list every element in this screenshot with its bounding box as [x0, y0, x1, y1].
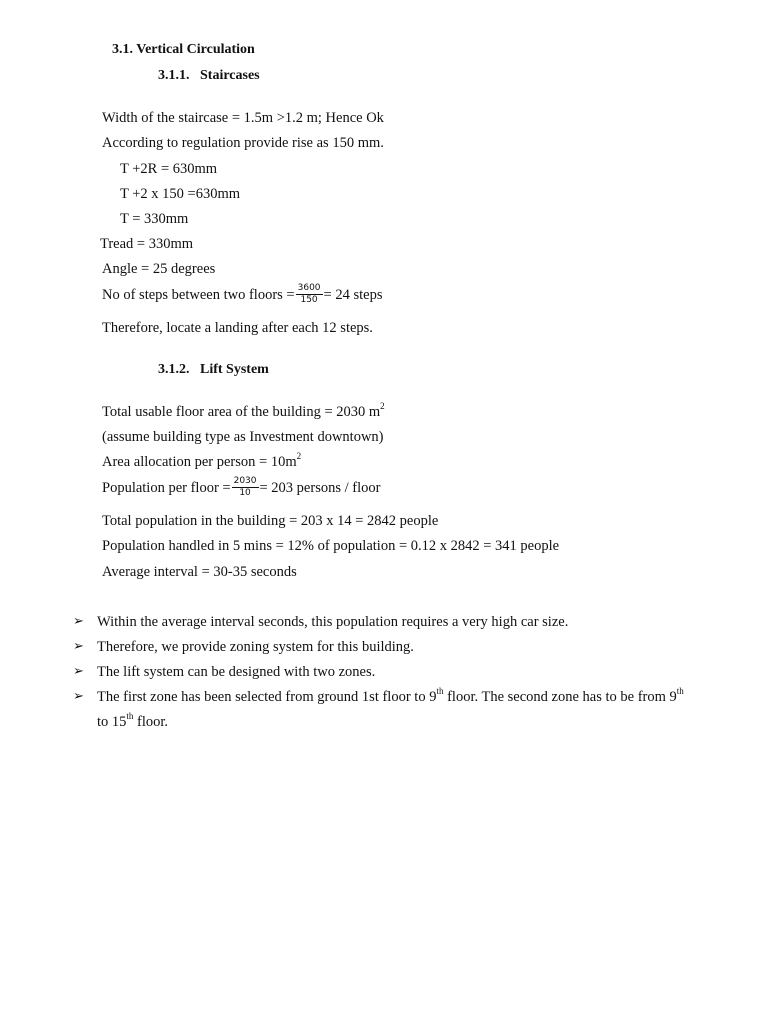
building-type-line: (assume building type as Investment downtown) [102, 429, 384, 445]
steps-line [102, 284, 382, 307]
bullet-arrow-icon: ➢ [73, 689, 84, 704]
bullet-zone-floors-cont [97, 711, 169, 731]
lift-heading [158, 362, 269, 378]
total-population-line: Total population in the building = 203 x 14 = 2842 people [102, 513, 439, 529]
area-allocation-sup: 2 [296, 451, 302, 462]
zone-text-c: to 15 [97, 714, 127, 730]
lift-title: Lift System [200, 362, 269, 377]
section-heading [112, 42, 255, 58]
steps-prefix: No of steps between two floors = [102, 286, 295, 303]
tread-line: Tread = 330mm [100, 236, 194, 252]
zone-sup-3: th [126, 711, 134, 722]
population-numerator: 2030 [233, 476, 257, 486]
staircases-heading [158, 68, 260, 84]
rise-regulation-line: According to regulation provide rise as 150 mm. [102, 135, 384, 151]
steps-denominator: 150 [300, 295, 318, 305]
zone-text-d: floor. [133, 714, 169, 730]
average-interval-line: Average interval = 30-35 seconds [102, 564, 297, 580]
population-per-floor-line [102, 477, 380, 500]
steps-fraction [296, 283, 323, 306]
bullet-car-size: Within the average interval seconds, this population requires a very high car size. [97, 614, 569, 630]
formula-line-3: T = 330mm [120, 211, 189, 227]
formula-line-2: T +2 x 150 =630mm [120, 186, 241, 202]
zone-text-a: The first zone has been selected from ground 1st floor to 9 [97, 689, 437, 705]
bullet-arrow-icon: ➢ [73, 664, 84, 679]
area-allocation-text: Area allocation per person = 10m [102, 454, 297, 470]
bullet-two-zones: The lift system can be designed with two zones. [97, 664, 376, 680]
population-handled-line: Population handled in 5 mins = 12% of population = 0.12 x 2842 = 341 people [102, 538, 560, 554]
angle-line: Angle = 25 degrees [102, 261, 216, 277]
area-allocation-line [102, 451, 302, 471]
zone-text-b: floor. The second zone has to be from 9 [443, 689, 677, 705]
floor-area-text: Total usable floor area of the building = 2030 m [102, 404, 381, 420]
bullet-arrow-icon: ➢ [73, 639, 84, 654]
zone-sup-2: th [676, 686, 684, 697]
bullet-arrow-icon: ➢ [73, 614, 84, 629]
steps-suffix: = 24 steps [323, 286, 383, 303]
population-fraction [232, 476, 259, 499]
population-suffix: = 203 persons / floor [259, 479, 381, 496]
landing-line: Therefore, locate a landing after each 12 steps. [102, 320, 373, 336]
section-number: 3.1. [112, 42, 133, 57]
bullet-zoning-system: Therefore, we provide zoning system for this building. [97, 639, 414, 655]
floor-area-line [102, 401, 385, 421]
staircase-width-line: Width of the staircase = 1.5m >1.2 m; Hence Ok [102, 110, 384, 126]
staircases-number: 3.1.1. [158, 68, 190, 83]
staircases-title: Staircases [200, 68, 260, 83]
steps-numerator: 3600 [297, 283, 321, 293]
bullet-zone-floors [97, 686, 684, 706]
zone-sup-1: th [436, 686, 444, 697]
section-title: Vertical Circulation [136, 42, 255, 57]
lift-number: 3.1.2. [158, 362, 190, 377]
floor-area-sup: 2 [380, 401, 385, 412]
formula-line-1: T +2R = 630mm [120, 161, 218, 177]
population-prefix: Population per floor = [102, 479, 231, 496]
population-denominator: 10 [239, 488, 251, 498]
